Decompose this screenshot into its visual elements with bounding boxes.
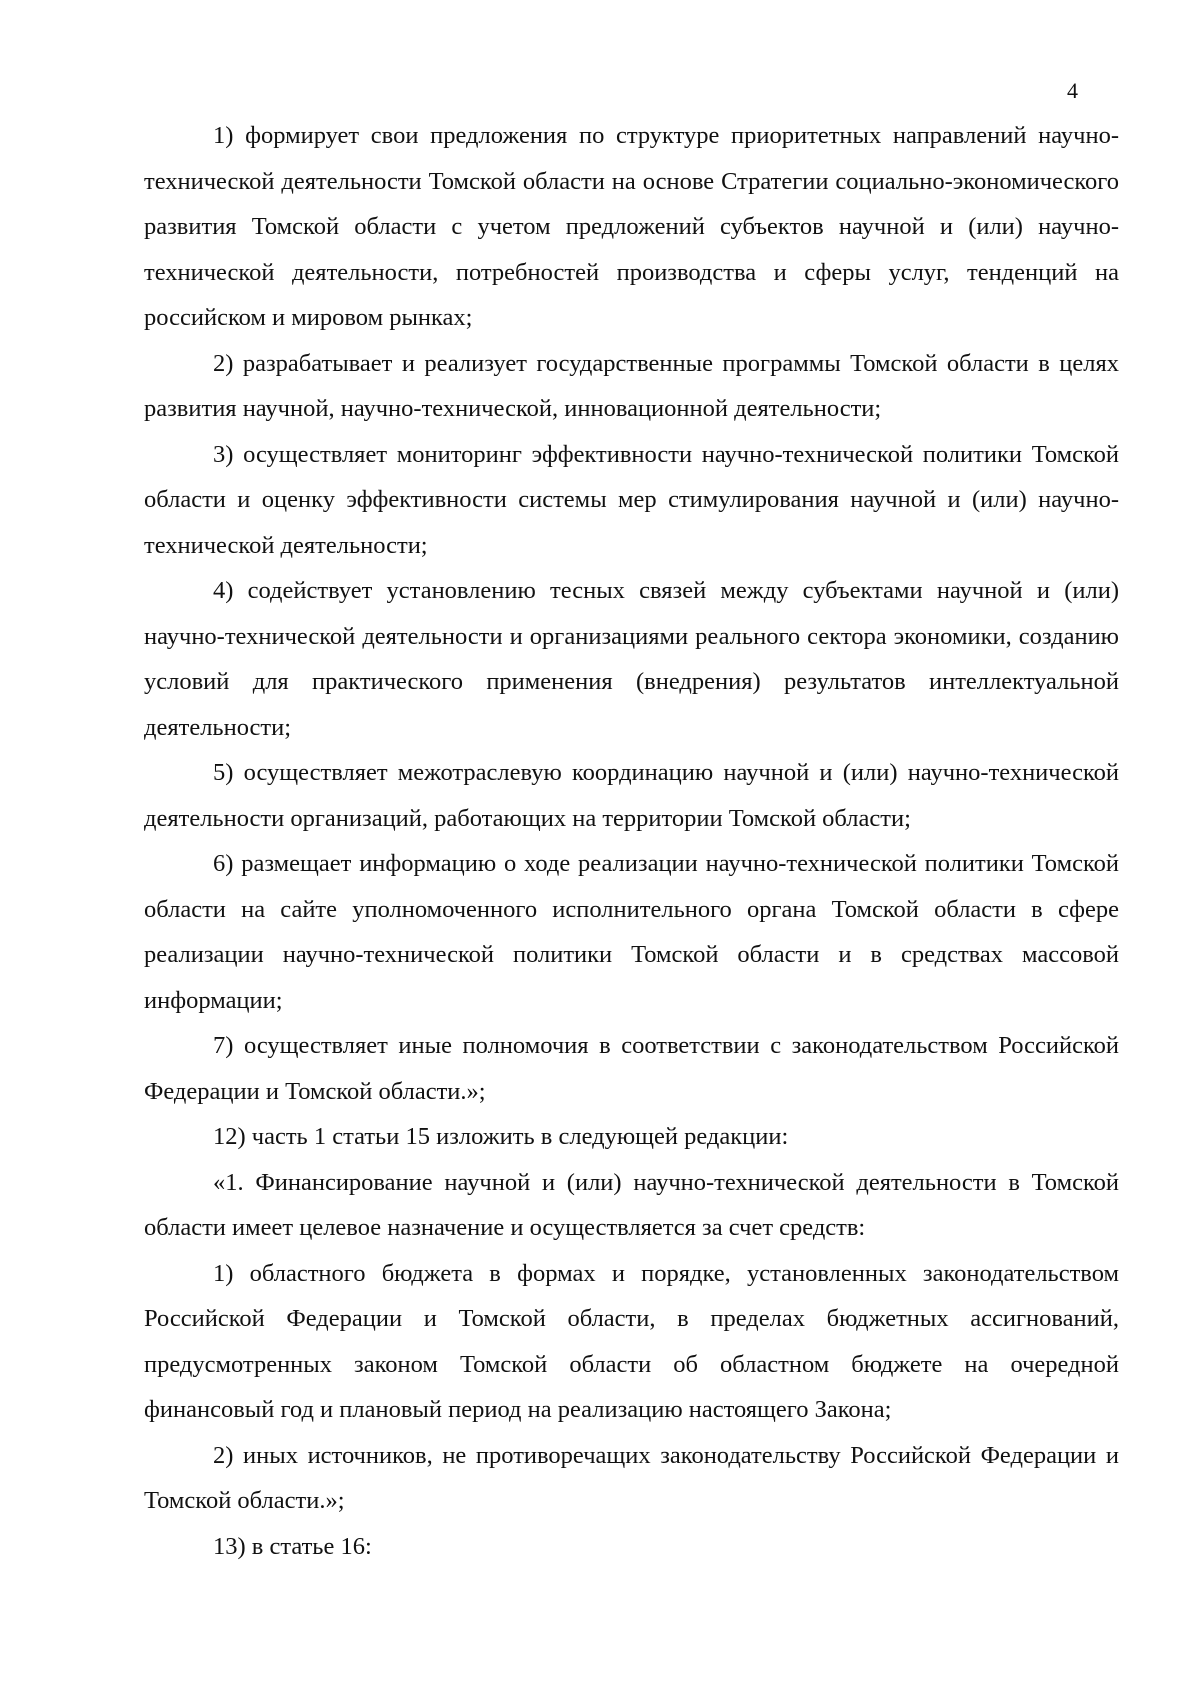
- paragraph-item-1: 1) формирует свои предложения по структуре приоритетных направлений научно-технической деятельности Томской области на основе Стратегии социально-экономического развития Томской области с учетом предложений субъектов научной и (или) научно-технической деятельности, потребностей производства и сферы услуг, тенденций на российском и мировом рынках;: [144, 122, 1119, 331]
- paragraph-item-2: 2) разрабатывает и реализует государственные программы Томской области в целях развития научной, научно-технической, инновационной деятельности;: [144, 349, 1119, 422]
- paragraph-financing-part-1: «1. Финансирование научной и (или) научно-технической деятельности в Томской области имеет целевое назначение и осуществляется за счет средств:: [144, 1168, 1119, 1241]
- document-body: [144, 113, 1119, 1569]
- paragraph-item-6: 6) размещает информацию о ходе реализации научно-технической политики Томской области на сайте уполномоченного исполнительного органа Томской области в сфере реализации научно-технической политики Томской области и в средствах массовой информации;: [144, 850, 1119, 1014]
- paragraph-item-3: 3) осуществляет мониторинг эффективности научно-технической политики Томской области и оценку эффективности системы мер стимулирования научной и (или) научно-технической деятельности;: [144, 440, 1119, 559]
- paragraph-item-5: 5) осуществляет межотраслевую координацию научной и (или) научно-технической деятельности организаций, работающих на территории Томской области;: [144, 759, 1119, 832]
- paragraph-financing-source-2: 2) иных источников, не противоречащих законодательству Российской Федерации и Томской области.»;: [144, 1441, 1119, 1514]
- paragraph-item-7: 7) осуществляет иные полномочия в соответствии с законодательством Российской Федерации и Томской области.»;: [144, 1032, 1119, 1105]
- page-number: 4: [1067, 78, 1078, 103]
- paragraph-item-4: 4) содействует установлению тесных связей между субъектами научной и (или) научно-технической деятельности и организациями реального сектора экономики, созданию условий для практического применения (внедрения) результатов интеллектуальной деятельности;: [144, 577, 1119, 741]
- paragraph-amendment-13: 13) в статье 16:: [213, 1532, 372, 1560]
- paragraph-amendment-12: 12) часть 1 статьи 15 изложить в следующей редакции:: [213, 1123, 789, 1150]
- paragraph-financing-source-1: 1) областного бюджета в формах и порядке, установленных законодательством Российской Федерации и Томской области, в пределах бюджетных ассигнований, предусмотренных законом Томской области об областном бюджете на очередной финансовый год и плановый период на реализацию настоящего Закона;: [144, 1259, 1119, 1423]
